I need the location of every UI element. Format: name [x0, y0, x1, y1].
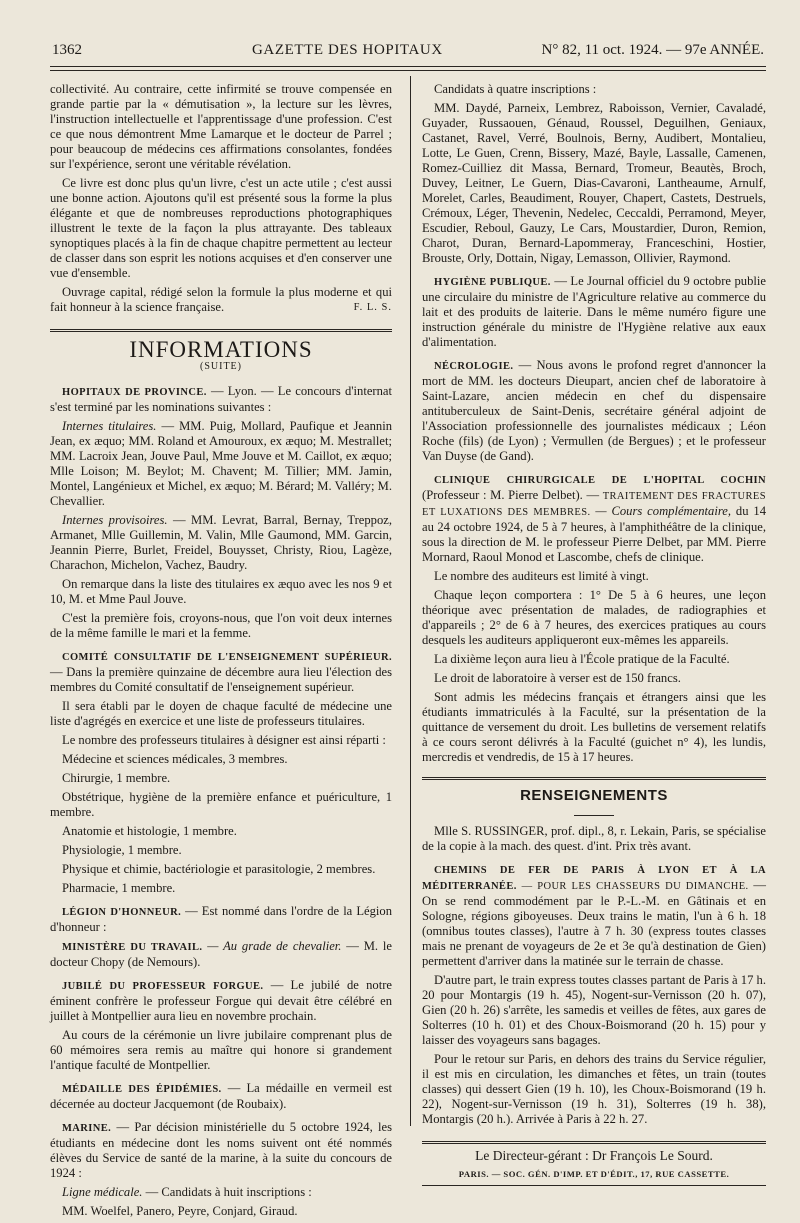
news-item: HOPITAUX DE PROVINCE. — Lyon. — Le concours d'internat s'est terminé par les nominations suivantes : [50, 384, 392, 414]
news-item: Candidats à quatre inscriptions : [434, 82, 597, 96]
section-title-renseignements: RENSEIGNEMENTS [520, 787, 668, 804]
left-column [50, 82, 392, 1223]
news-item: Sont admis les médecins français et étrangers ainsi que les étudiants immatriculés à la Faculté, sur la présentation de la quittance de versement du droit. Les bulletins de versement relatifs à ce cours seront délivrés à la Faculté (guichet n° 4), les lundis, mercredis et vendredis, de 15 à 17 heures. [422, 690, 766, 764]
advert-item: Mlle S. RUSSINGER, prof. dipl., 8, r. Lekain, Paris, se spécialise de la copie à la mach. des quest. d'int. Prix très avant. [422, 824, 766, 853]
news-item: MM. Woelfel, Panero, Peyre, Conjard, Giraud. [62, 1204, 298, 1218]
right-column [422, 82, 766, 1186]
news-item: COMITÉ CONSULTATIF DE L'ENSEIGNEMENT SUPÉRIEUR. — Dans la première quinzaine de décembre aura lieu l'élection des membres du Comité consultatif de l'enseignement supérieur. [50, 652, 392, 694]
news-item: MINISTÈRE DU TRAVAIL. — Au grade de chevalier. — M. le docteur Chopy (de Nemours). [50, 939, 392, 969]
news-item: JUBILÉ DU PROFESSEUR FORGUE. — Le jubilé de notre éminent confrère le professeur Forgue qui devait être célébré en juillet à Montpellier aura lieu en novembre prochain. [50, 978, 392, 1023]
review-paragraph: Ouvrage capital, rédigé selon la formule la plus moderne et qui fait honneur à la science française. F. L. S. [50, 285, 392, 314]
news-item: MM. Daydé, Parneix, Lembrez, Raboisson, Vernier, Cavaladé, Guyader, Russaouen, Génaud, Roussel, Deguilhen, Geniaux, Castanet, Ravel, Verré, Boulnois, Berny, Audibert, Montalieu, Lotte, Le Guen, Crenn, Bissery, Mazé, Bayle, Lassalle, Camenen, Romez-Cuilliez dit Massa, Bernard, Tromeur, Beautès, Broch, Duvey, Leitner, Le Guern, Dias-Cavaroni, Lantheaume, Arnulf, Morelet, Carles, Beaudiment, Rouyer, Chapert, Castets, Destruels, Crémoux, Léger, Thevenin, Nedelec, Ceccaldi, Perramond, Meyer, Escudier, Reboul, Gauzy, Le Cars, Moustardier, Duron, Remion, Charot, Duran, Bernard-Lapommeray, Franceschini, Hostier, Brouste, Orly, Dottain, Nigay, Lemasson, Ollivier, Raymond. [422, 101, 766, 265]
review-signature: F. L. S. [353, 302, 392, 313]
news-item: Au cours de la cérémonie un livre jubilaire comprenant plus de 60 mémoires sera remis au maître qui honore si grandement l'antique faculté de Montpellier. [50, 1028, 392, 1072]
news-item: D'autre part, le train express toutes classes partant de Paris à 17 h. 20 pour Montargis (19 h. 45), Nogent-sur-Vernisson (20 h. 07), Gien (20 h. 26) s'arrête, les samedis et veilles de fêtes, aux gares de Solterres (10 h. 01) et des Choux-Boismorand (20 h. 15) pour y laisser des voyageurs sans bagages. [422, 973, 766, 1047]
header-rule-2 [50, 70, 766, 71]
news-item: Pour le retour sur Paris, en dehors des trains du Service régulier, il est mis en circulation, les dimanches et fêtes, un train (toutes classes) qui dessert Gien (19 h. 10), les Choux-Boismorand (19 h. 22), Nogent-sur-Vernisson (19 h. 31), Solterres (19 h. 38), Montargis (20 h.). Arrivée à Paris à 22 h. 27. [422, 1052, 766, 1126]
news-item: CLINIQUE CHIRURGICALE DE L'HOPITAL COCHIN (Professeur : M. Pierre Delbet). — TRAITEMENT DES FRACTURES ET LUXATIONS DES MEMBRES. — Cours complémentaire, du 14 au 24 octobre 1924, de 5 à 7 heures, à l'amphithéâtre de la clinique, sous la direction de M. le professeur Pierre Delbet, par MM. Pierre Mornard, Raoul Monod et Lascombe, chefs de clinique. [422, 475, 766, 564]
news-item: Chaque leçon comportera : 1° De 5 à 6 heures, une leçon théorique avec présentation de malades, de radiographies et d'appareils ; 2° de 6 à 7 heures, des exercices pratiques au cours desquels les auditeurs appliqueront eux-mêmes les appareils. [422, 588, 766, 647]
news-item: Ligne médicale. — Candidats à huit inscriptions : [62, 1185, 312, 1199]
header-rule [50, 66, 766, 67]
news-item: HYGIÈNE PUBLIQUE. — Le Journal officiel du 9 octobre publie une circulaire du ministre de l'Agriculture relative au commerce du lait et des produits de laiterie. Dans le même numéro figure une instruction générale du ministre de l'Hygiène relative aux eaux d'alimentation. [422, 274, 766, 349]
review-paragraph: collectivité. Au contraire, cette infirmité se trouve compensée en grande partie par la « démutisation », la lecture sur les lèvres, l'instruction intellectuelle et l'apprentissage d'une profession. C'est ce que nous démontrent Mme Lamarque et le docteur de Parrel ; pour beaucoup de médecins ces affirmations consolantes, fondées sur l'expérience, seront une véritable révélation. [50, 82, 392, 171]
section-rule [422, 777, 766, 780]
news-item: On remarque dans la liste des titulaires ex æquo avec les nos 9 et 10, M. et Mme Paul Jouve. [50, 577, 392, 606]
printer-line: PARIS. — SOC. GÉN. D'IMP. ET D'ÉDIT., 17, RUE CASSETTE. [458, 1169, 730, 1179]
news-item: Internes provisoires. — MM. Levrat, Barral, Bernay, Treppoz, Armanet, Mlle Guillemin, M. Valin, Mlle Gaumond, MM. Garcin, Jeannin Pierre, Burlet, Freidel, Bouysset, Christy, Riou, Lagèze, Charachon, Michelon, Vachez, Baudry. [50, 513, 392, 572]
news-item: CHEMINS DE FER DE PARIS À LYON ET À LA MÉDITERRANÉE. — POUR LES CHASSEURS DU DIMANCHE. — On se rend commodément par le P.-L.-M. en Gâtinais et en Sologne, régions giboyeuses. Deux trains le matin, l'un à 6 h. 18 (omnibus toutes classes), l'autre à 7 h. 30 (express toutes classes mais ne prenant de voyageurs de 2e et 3e qu'à destination de Gien) permettent d'arriver dans la matinée sur le terrain de chasse. [422, 865, 767, 968]
journal-title: GAZETTE DES HOPITAUX [252, 42, 443, 58]
news-item: Il sera établi par le doyen de chaque faculté de médecine une liste d'agrégés en exercice et une liste de professeurs titulaires. [50, 699, 392, 728]
news-item: MÉDAILLE DES ÉPIDÉMIES. — La médaille en vermeil est décernée au docteur Jacquemont (de Roubaix). [50, 1081, 392, 1111]
news-item: NÉCROLOGIE. — Nous avons le profond regret d'annoncer la mort de MM. les docteurs Dieupart, ancien chef de laboratoire à Saint-Lazare, ancien médecin en chef du dispensaire antituberculeux de Saint-Denis, secrétaire général adjoint de l'Association professionnelle des journalistes médicaux ; Léon Roche (fils) (de Lyon) ; Vermullen (de Bergues) ; et le professeur Van Duyse (de Gand). [422, 358, 766, 463]
list-item: Physiologie, 1 membre. [62, 843, 182, 857]
issue-info: N° 82, 11 oct. 1924. — 97e ANNÉE. [541, 42, 764, 58]
section-subtitle: (SUITE) [200, 361, 242, 372]
section-rule [50, 329, 392, 332]
news-item: Le nombre des professeurs titulaires à désigner est ainsi réparti : [62, 733, 386, 747]
news-item: LÉGION D'HONNEUR. — Est nommé dans l'ordre de la Légion d'honneur : [50, 904, 392, 934]
section-title: INFORMATIONS [129, 337, 313, 362]
news-item: C'est la première fois, croyons-nous, que l'on voit deux internes de la même famille le mari et la femme. [50, 611, 392, 640]
list-item: Physique et chimie, bactériologie et parasitologie, 2 membres. [62, 862, 376, 876]
column-separator [410, 76, 411, 1126]
news-item: MARINE. — Par décision ministérielle du 5 octobre 1924, les étudiants en médecine dont les noms suivent ont été nommés élèves du Service de santé de la marine, à la suite du concours de 1924 : [50, 1120, 392, 1180]
imprint-box [422, 1141, 766, 1186]
page-number: 1362 [52, 42, 82, 58]
list-item: Médecine et sciences médicales, 3 membres. [62, 752, 288, 766]
list-item: Chirurgie, 1 membre. [62, 771, 171, 785]
news-item: Le droit de laboratoire à verser est de 150 francs. [434, 671, 681, 685]
review-paragraph: Ce livre est donc plus qu'un livre, c'est un acte utile ; c'est aussi une bonne action. Ajoutons qu'il est présenté sous la forme la plus élégante et que de nombreuses reproductions photographiques illustrent le texte de la façon la plus attrayante. Des tableaux synoptiques placés à la fin de chaque chapitre permettent au lecteur de classer dans son esprit les notions acquises et d'en conserver une vue d'ensemble. [50, 176, 392, 280]
list-item: Pharmacie, 1 membre. [62, 881, 176, 895]
list-item: Obstétrique, hygiène de la première enfance et puériculture, 1 membre. [50, 790, 392, 819]
list-item: Anatomie et histologie, 1 membre. [62, 824, 237, 838]
director-line: Le Directeur-gérant : Dr François Le Sourd. [475, 1148, 713, 1163]
news-item: La dixième leçon aura lieu à l'École pratique de la Faculté. [434, 652, 730, 666]
news-item: Internes titulaires. — MM. Puig, Mollard, Paufique et Jeannin Jean, ex æquo; MM. Roland et Amouroux, ex æquo; M. Mestrallet; MM. Lacroix Jean, Jouve Paul, Mme Jouve et M. Caillot, ex æquo; Mlle Loison; M. Beylot; M. Chavent; M. Tillier; MM. Jamin, Montel, Langénieux et Michel, ex æquo; M. Bérard; M. Valléry; M. Chevallier. [50, 419, 392, 508]
page-header [52, 42, 764, 62]
title-underline [574, 815, 614, 816]
news-item: Le nombre des auditeurs est limité à vingt. [434, 569, 649, 583]
